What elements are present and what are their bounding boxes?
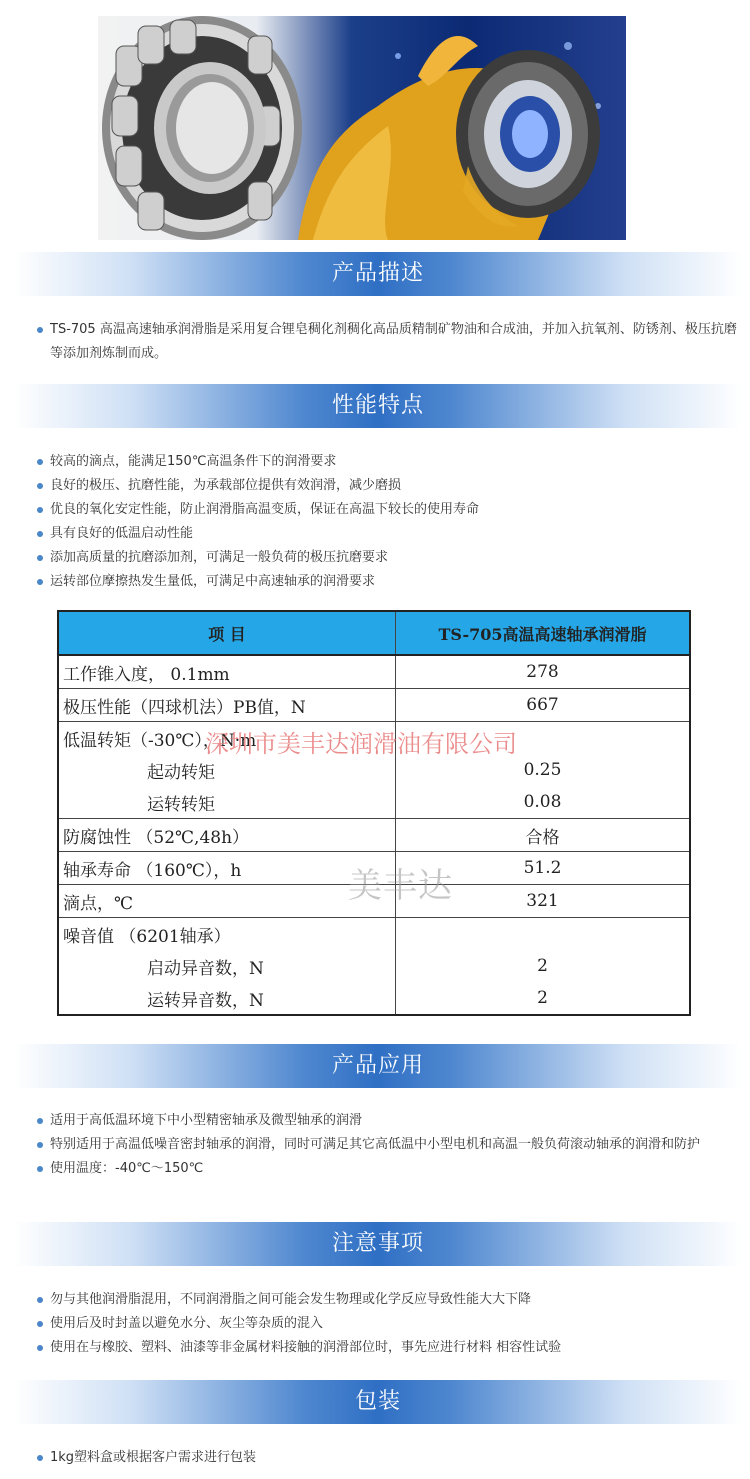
section-banner-description: 产品描述 (14, 252, 742, 296)
row-value: 0.08 (396, 786, 691, 819)
row-value: 合格 (396, 819, 691, 852)
feature-item: 添加高质量的抗磨添加剂，可满足一般负荷的极压抗磨要求 (36, 546, 740, 570)
section-banner-applications: 产品应用 (14, 1044, 742, 1088)
brand-watermark: 美丰达 (348, 866, 453, 906)
bearing-illustration (98, 16, 626, 240)
application-item: 使用温度：-40℃～150℃ (36, 1157, 740, 1181)
table-row (58, 918, 690, 951)
row-value: 321 (396, 885, 691, 918)
row-value (396, 918, 691, 951)
table-row (58, 950, 690, 982)
feature-item: 较高的滴点，能满足150℃高温条件下的润滑要求 (36, 450, 740, 474)
table-row (58, 819, 690, 852)
feature-item: 优良的氧化安定性能，防止润滑脂高温变质，保证在高温下较长的使用寿命 (36, 498, 740, 522)
packaging-list (36, 1446, 740, 1470)
notes-list (36, 1288, 740, 1360)
spec-table (57, 610, 691, 1016)
feature-item: 良好的极压、抗磨性能，为承载部位提供有效润滑，减少磨损 (36, 474, 740, 498)
row-label: 起动转矩 (58, 754, 396, 786)
row-label: 噪音值 （6201轴承） (58, 918, 396, 951)
description-paragraph (36, 318, 740, 366)
feature-item: 具有良好的低温启动性能 (36, 522, 740, 546)
packaging-item: 1kg塑料盒或根据客户需求进行包装 (36, 1446, 740, 1470)
row-label: 滴点，℃ (58, 885, 396, 918)
row-label: 运转转矩 (58, 786, 396, 819)
row-label: 极压性能（四球机法）PB值，N (58, 689, 396, 722)
hero-bearing-photo (98, 16, 626, 240)
features-list (36, 450, 740, 594)
table-row (58, 655, 690, 689)
row-value: 2 (396, 982, 691, 1015)
header-product: TS-705高温高速轴承润滑脂 (396, 611, 691, 655)
application-item: 特别适用于高温低噪音密封轴承的润滑，同时可满足其它高低温中小型电机和高温一般负荷滚动轴承的润滑和防护 (36, 1133, 740, 1157)
note-item: 使用后及时封盖以避免水分、灰尘等杂质的混入 (36, 1312, 740, 1336)
section-banner-features: 性能特点 (14, 384, 742, 428)
application-item: 适用于高低温环境下中小型精密轴承及微型轴承的润滑 (36, 1109, 740, 1133)
row-label: 轴承寿命 （160℃），h (58, 852, 396, 885)
row-label: 工作锥入度， 0.1mm (58, 655, 396, 689)
row-label: 低温转矩（-30℃），N·m (58, 722, 396, 755)
row-value: 278 (396, 655, 691, 689)
row-value: 51.2 (396, 852, 691, 885)
description-text: TS-705 高温高速轴承润滑脂是采用复合锂皂稠化剂稠化高品质精制矿物油和合成油，并加入抗氧剂、防锈剂、极压抗磨等添加剂炼制而成。 (36, 318, 740, 366)
table-row (58, 786, 690, 819)
row-label: 防腐蚀性 （52℃,48h） (58, 819, 396, 852)
section-banner-notes: 注意事项 (14, 1222, 742, 1266)
row-label: 运转异音数，N (58, 982, 396, 1015)
table-row (58, 982, 690, 1015)
note-item: 使用在与橡胶、塑料、油漆等非金属材料接触的润滑部位时，事先应进行材料 相容性试验 (36, 1336, 740, 1360)
header-item: 项 目 (58, 611, 396, 655)
feature-item: 运转部位摩擦热发生量低，可满足中高速轴承的润滑要求 (36, 570, 740, 594)
applications-list (36, 1109, 740, 1181)
row-value: 0.25 (396, 754, 691, 786)
section-banner-packaging: 包装 (14, 1380, 742, 1424)
company-watermark: 深圳市美丰达润滑油有限公司 (205, 730, 517, 758)
row-value: 667 (396, 689, 691, 722)
spec-table-header (58, 611, 690, 655)
row-label: 启动异音数，N (58, 950, 396, 982)
table-row (58, 689, 690, 722)
note-item: 勿与其他润滑脂混用，不同润滑脂之间可能会发生物理或化学反应导致性能大大下降 (36, 1288, 740, 1312)
row-value: 2 (396, 950, 691, 982)
